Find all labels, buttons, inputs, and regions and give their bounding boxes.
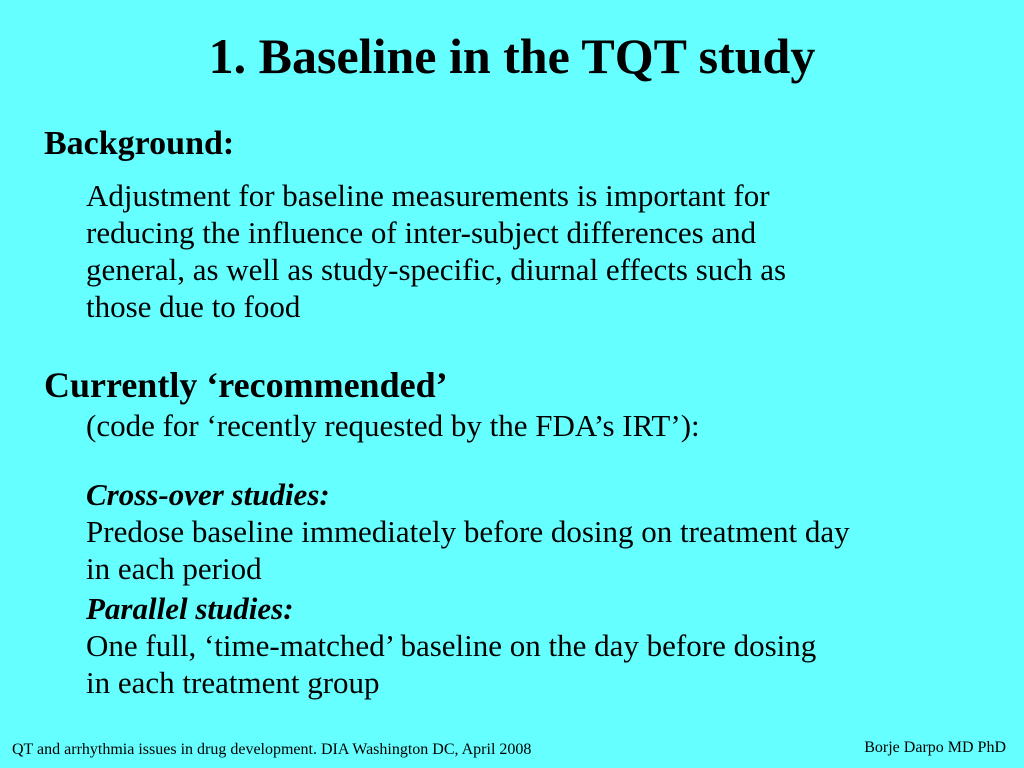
footer-conference: QT and arrhythmia issues in drug development. DIA Washington DC, April 2008: [12, 741, 532, 758]
background-line: reducing the influence of inter-subject differences and: [86, 215, 757, 250]
recommended-heading: Currently ‘recommended’: [44, 365, 448, 405]
parallel-heading: Parallel studies:: [86, 591, 294, 626]
crossover-paragraph: [86, 513, 1006, 587]
background-line: Adjustment for baseline measurements is important for: [86, 178, 770, 213]
background-line: general, as well as study-specific, diurnal effects such as: [86, 252, 787, 287]
background-heading: Background:: [44, 125, 235, 162]
parallel-line: One full, ‘time-matched’ baseline on the day before dosing: [86, 628, 817, 663]
recommended-note: (code for ‘recently requested by the FDA’s IRT’):: [86, 408, 700, 443]
parallel-line: in each treatment group: [86, 665, 380, 700]
parallel-paragraph: [86, 627, 1006, 701]
footer-author: Borje Darpo MD PhD: [864, 739, 1006, 756]
background-paragraph: [86, 177, 1006, 325]
slide-title: 1. Baseline in the TQT study: [208, 28, 816, 84]
crossover-heading: Cross-over studies:: [86, 477, 330, 512]
crossover-line: in each period: [86, 551, 262, 586]
background-line: those due to food: [86, 289, 301, 324]
crossover-line: Predose baseline immediately before dosing on treatment day: [86, 514, 850, 549]
